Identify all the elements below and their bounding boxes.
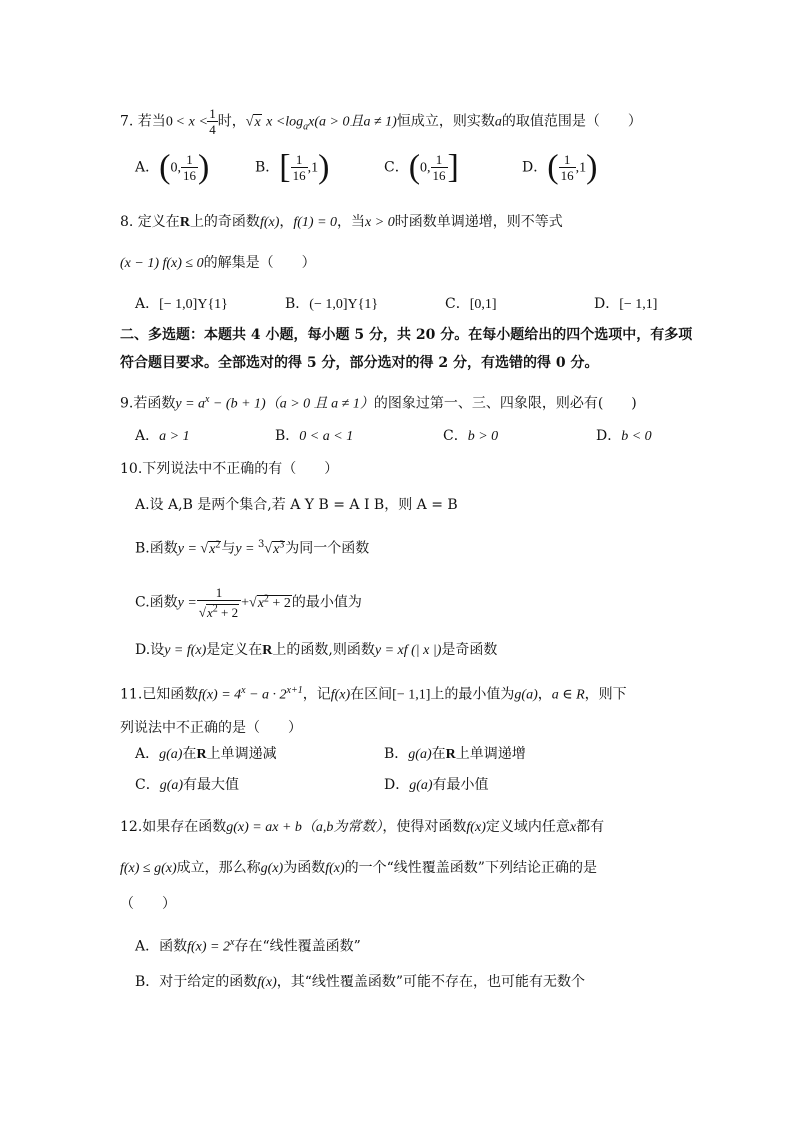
q8-option-a[interactable]: A．[− 1,0]Y{1}: [135, 296, 228, 312]
q9-option-a[interactable]: A．a > 1: [135, 428, 190, 444]
q9-option-b[interactable]: B．0 < a < 1: [275, 428, 354, 444]
q12-option-b[interactable]: B．对于给定的函数f(x)，其“线性覆盖函数”可能不存在，也可能有无数个: [135, 974, 586, 990]
q11-stem-line2: 列说法中不正确的是（ ）: [120, 720, 302, 736]
q7-option-d[interactable]: D．( $\frac{1}{16}$ ,1): [522, 148, 598, 186]
q12-stem-line2: f(x) ≤ g(x)成立，那么称g(x)为函数f(x)的一个“线性覆盖函数”下列结论正确的是: [120, 860, 597, 876]
q12-stem-line1: 12.如果存在函数g(x) = ax + b（a,b为常数），使得对函数f(x)定义域内任意x都有: [120, 819, 605, 835]
q8-option-c[interactable]: C．[0,1]: [445, 296, 497, 312]
q7-fraction: $\frac{1}{4}$: [209, 106, 216, 137]
q10-c-fraction: $\frac{1}{√x^2 + 2}$: [197, 585, 241, 619]
q8-stem-line2: (x − 1) f(x) ≤ 0的解集是（ ）: [120, 255, 316, 271]
q10-stem: 10.下列说法中不正确的有（ ）: [120, 461, 339, 477]
q10-option-d[interactable]: D.设y = f(x)是定义在R上的函数,则函数y = xf (| x |)是奇函数: [135, 642, 498, 658]
q8-stem-line1: 8. 定义在R上的奇函数f(x)，f(1) = 0，当x > 0时函数单调递增，则不等式: [120, 214, 563, 230]
q7-option-a[interactable]: A．(0, $\frac{1}{16}$ ): [135, 148, 210, 186]
q10-option-a[interactable]: A.设 A,B 是两个集合,若 A Y B = A I B，则 A = B: [135, 497, 458, 513]
q8-option-d[interactable]: D．[− 1,1]: [594, 296, 658, 312]
q7-option-b[interactable]: B．[ $\frac{1}{16}$ ,1): [255, 148, 330, 186]
q11-option-b[interactable]: B．g(a)在R上单调递增: [384, 746, 526, 762]
q11-option-a[interactable]: A．g(a)在R上单调递减: [135, 746, 277, 762]
q8-option-b[interactable]: B．(− 1,0]Y{1}: [285, 296, 379, 312]
q9-option-c[interactable]: C．b > 0: [443, 428, 499, 444]
q7-option-c[interactable]: C．(0, $\frac{1}{16}$ ]: [384, 148, 459, 186]
q9-option-d[interactable]: D．b < 0: [596, 428, 652, 444]
q10-option-c[interactable]: C.函数y = $\frac{1}{√x^2 + 2}$ $+√x^2 + 2$的最小值为: [135, 585, 362, 620]
q11-stem-line1: 11.已知函数$f(x) = 4^x - a \cdot 2^{x+1}$，记f(x)在区间[− 1,1]上的最小值为g(a)，a ∈ R，则下: [120, 685, 627, 703]
q12-option-a[interactable]: A．函数$f(x) = 2^x$存在“线性覆盖函数”: [135, 937, 361, 955]
q11-option-d[interactable]: D．g(a)有最小值: [384, 777, 489, 793]
q12-stem-line3: （ ）: [120, 896, 176, 912]
q7-stem: 7. 若当0 < x < $\frac{1}{4}$ 时，√x $x <\log_ax(a > 0$且a ≠ 1)恒成立，则实数a的取值范围是（ ）: [120, 106, 642, 137]
q10-option-b[interactable]: B.函数$y = √x^2$与$y = ^3√x^3$为同一个函数: [135, 539, 370, 557]
section-2-heading: 二、多选题：本题共 4 小题，每小题 5 分，共 20 分。在每小题给出的四个选项中，有多项: [120, 327, 693, 343]
q11-option-c[interactable]: C．g(a)有最大值: [135, 777, 240, 793]
section-2-heading-cont: 符合题目要求。全部选对的得 5 分，部分选对的得 2 分，有选错的得 0 分。: [120, 355, 599, 371]
q9-stem: 9.若函数$y = a^x - (b + 1)(a > 0$ 且 a ≠ 1）的图象过第一、三、四象限，则必有( ): [120, 394, 637, 412]
